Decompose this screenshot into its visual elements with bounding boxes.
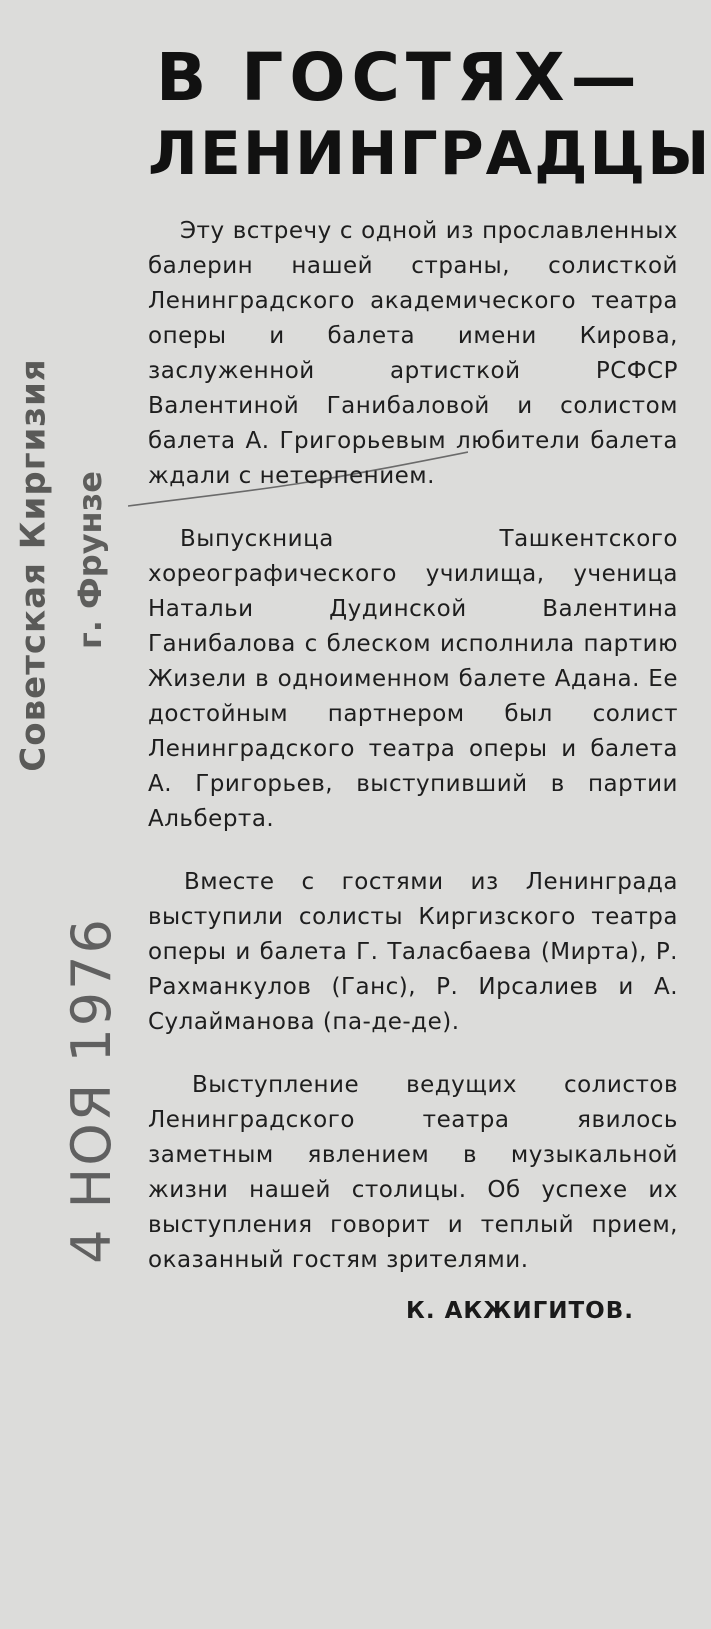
date-text: 4 НОЯ 1976: [59, 916, 123, 1264]
article-paragraph-3: Вместе с гостями из Ленинграда выступили солисты Киргизского театра оперы и балета Г. Таласбаева (Мирта), Р. Рахманкулов (Ганс), Р. Ирсалиев и А. Сулайманова (па-де-де).: [148, 869, 678, 1035]
newspaper-name-text: Советская Киргизия: [14, 358, 55, 772]
date-stamp: [56, 916, 126, 1264]
city-stamp: [68, 440, 112, 680]
article-paragraph-1: Эту встречу с одной из прославленных балерин нашей страны, солисткой Ленинградского академического театра оперы и балета имени Кирова, заслуженной артисткой РСФСР Валентиной Ганибаловой и солистом балета А. Григорьевым любители балета ждали с нетерпением.: [148, 218, 678, 489]
archive-stamps-margin: [0, 0, 140, 1629]
newspaper-name-stamp: [14, 280, 54, 850]
city-text: г. Фрунзе: [71, 471, 110, 649]
headline-line-1: В ГОСТЯХ—: [156, 39, 643, 116]
article: [148, 39, 711, 1324]
headline-line-2: ЛЕНИНГРАДЦЫ: [148, 119, 711, 189]
article-headline: [148, 39, 711, 192]
author-signature: К. АКЖИГИТОВ.: [406, 1298, 634, 1324]
article-paragraph-4: Выступление ведущих солистов Ленинградского театра явилось заметным явлением в музыкальной жизни нашей столицы. Об успехе их выступления говорит и теплый прием, оказанный гостям зрителями.: [148, 1072, 678, 1273]
article-paragraph-2: Выпускница Ташкентского хореографического училища, ученица Натальи Дудинской Валентина Ганибалова с блеском исполнила партию Жизели в одноименном балете Адана. Ее достойным партнером был солист Ленинградского театра оперы и балета А. Григорьев, выступивший в партии Альберта.: [148, 526, 678, 832]
